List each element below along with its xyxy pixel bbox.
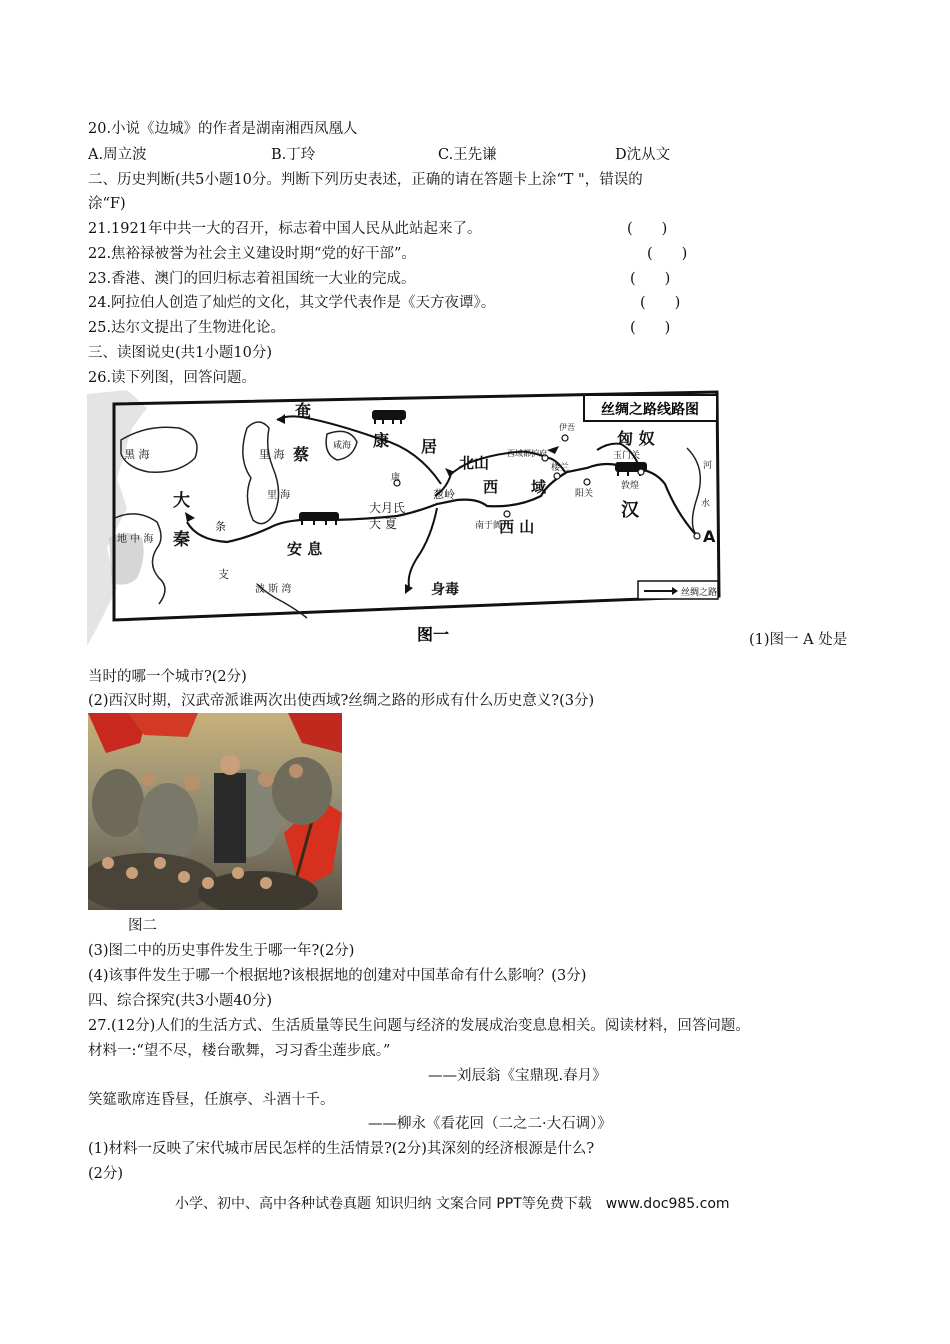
label-han: 汉 [621,500,639,521]
label-loulan: 楼兰 [551,463,570,473]
question-27-1: (1)材料一反映了宋代城市居民怎样的生活情景?(2分)其深刻的经济根源是什么? [88,1141,595,1157]
section2-heading: 二、历史判断(共5小题10分。判断下列历史表述，正确的请在答题卡上涂“T "，错误的 [88,172,643,188]
label-yan: 奄 [295,401,312,420]
label-yu: 域 [531,478,547,496]
label-dunhuang: 敦煌 [621,481,640,491]
label-hai: 里 海 [267,490,291,501]
material-1: 材料一:“望不尽，楼台歌舞，习习香尘莲步底。” [88,1043,391,1059]
judgement-item-25: 25.达尔文提出了生物进化论。 [88,320,286,336]
question-26-3: (3)图二中的历史事件发生于哪一年?(2分) [88,943,355,959]
label-he: 河 [703,461,713,471]
material-1-poem: 笑筵歌席连昏昼，任旗亭、斗酒十千。 [88,1092,335,1108]
question-26-4: (4)该事件发生于哪一个根据地?该根据地的创建对中国革命有什么影响？(3分) [88,968,587,984]
question-20-stem: 20.小说《边城》的作者是湖南湘西凤凰人 [88,121,358,137]
question-27: 27.(12分)人们的生活方式、生活质量等民生问题与经济的发展成治变息息相关。阅读材料，回答问题。 [88,1018,750,1034]
label-daxia: 大 夏 [369,517,397,531]
label-da: 大 [173,491,190,511]
answer-paren-21: ( ) [627,221,668,237]
map-title: 丝绸之路线路图 [601,402,699,418]
label-kang-city: 康 [391,473,401,483]
label-shendu: 身毒 [431,582,459,598]
page-footer: 小学、初中、高中各种试卷真题 知识归纳 文案合同 PPT等免费下载 www.doc985.com [175,1196,730,1212]
label-xi: 西 [483,478,499,496]
question-26: 26.读下列图，回答问题。 [88,370,257,386]
judgement-item-21: 21.1921年中共一大的召开，标志着中国人民从此站起来了。 [88,221,482,237]
label-lihai: 里 海 [259,448,285,461]
q20-option-b: B.丁玲 [271,147,316,163]
label-zhi: 支 [218,568,229,581]
label-dayuezhi: 大月氏 [369,501,406,515]
label-beishan: 北山 [459,454,490,472]
label-heihai: 黑 海 [124,448,150,461]
section4-heading: 四、综合探究(共3小题40分) [88,993,272,1009]
silk-road-map [87,388,727,646]
label-xiyu-duhufu: 西域都护府 [507,449,547,458]
label-congling: 葱岭 [433,488,455,501]
question-26-1-start: (1)图一 A 处是 [749,632,848,648]
judgement-item-23: 23.香港、澳门的回归标志着祖国统一大业的完成。 [88,271,416,287]
label-ju: 居 [421,437,438,456]
label-nanshan: 西 山 [499,518,535,536]
label-dizhonghai: 地 中 海 [117,534,154,545]
historical-painting [88,713,342,910]
answer-paren-24: ( ) [640,295,681,311]
label-bosiwan: 波 斯 湾 [255,584,292,595]
label-xianhai: 咸海 [333,441,352,451]
label-qin: 秦 [173,530,190,550]
photo-caption: 图二 [128,918,157,934]
question-26-1-cont: 当时的哪一个城市?(2分) [88,669,247,685]
section3-heading: 三、读图说史(共1小题10分) [88,345,272,361]
q20-option-c: C.王先谦 [438,147,497,163]
judgement-item-24: 24.阿拉伯人创造了灿烂的文化，其文学代表作是《天方夜谭》。 [88,295,496,311]
label-yangguan: 阳关 [575,489,594,499]
answer-paren-25: ( ) [630,320,671,336]
material-1-source: ——刘辰翁《宝鼎现.春月》 [428,1068,607,1084]
judgement-item-22: 22.焦裕禄被誉为社会主义建设时期“党的好干部”。 [88,246,416,262]
map-caption: 图一 [417,625,450,644]
map-legend-label: 丝绸之路 [681,588,718,598]
label-cai: 蔡 [293,445,310,464]
section2-heading-cont: 涂“F) [88,196,126,212]
label-kang: 康 [373,431,390,450]
label-tiao: 条 [215,520,226,533]
answer-paren-22: ( ) [647,246,688,262]
q20-option-d: D沈从文 [615,147,671,163]
label-yiwu: 伊吾 [559,423,575,432]
question-27-1-cont: (2分) [88,1166,124,1182]
material-1-poem-source: ——柳永《看花回（二之二·大石调）》 [368,1116,612,1132]
question-26-2: (2)西汉时期，汉武帝派谁两次出使西域?丝绸之路的形成有什么历史意义?(3分) [88,693,595,709]
label-xiongnu: 匈 奴 [617,429,655,448]
q20-option-a: A.周立波 [88,147,147,163]
label-a: A [703,527,716,546]
label-nanziyuan: 南于阗 [475,521,503,531]
label-shui: 水 [701,499,711,509]
label-yumenguan: 玉门关 [613,451,641,461]
answer-paren-23: ( ) [630,271,671,287]
label-anxi: 安 息 [287,540,323,558]
